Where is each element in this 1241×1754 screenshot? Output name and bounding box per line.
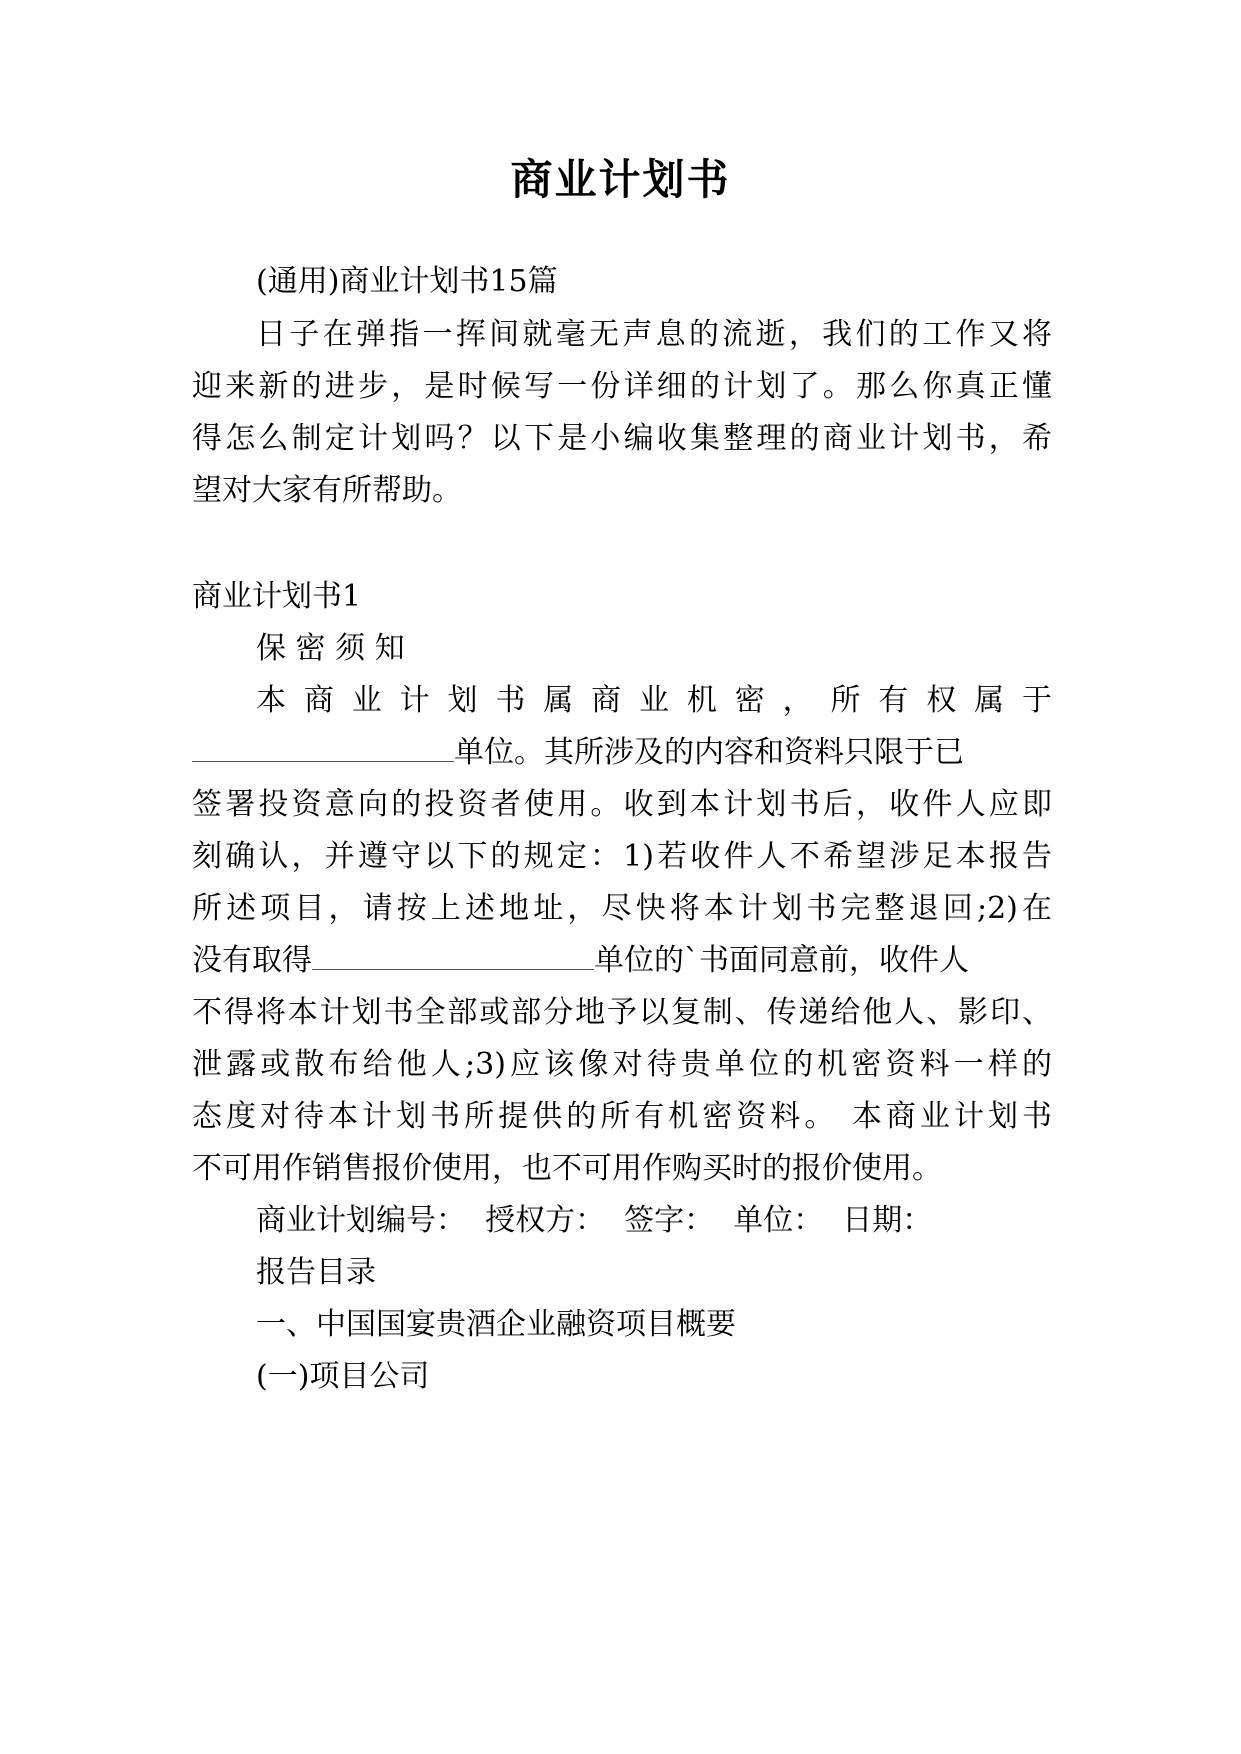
toc-item: 一、中国国宴贵酒企业融资项目概要 [256, 1307, 736, 1342]
body-line: 不可用作销售报价使用，也不可用作购买时的报价使用。 [192, 1151, 942, 1186]
fill-in-blank [192, 733, 454, 762]
body-line-text: 单位的`书面同意前，收件人 [594, 943, 969, 978]
body-line-with-blank [192, 932, 1052, 990]
body-line-text: 没有取得 [192, 943, 312, 978]
intro-line: 日子在弹指一挥间就毫无声息的流逝，我们的工作又将 [256, 317, 1052, 352]
toc-heading: 报告目录 [256, 1255, 376, 1290]
body-line: 所述项目，请按上述地址，尽快将本计划书完整退回;2)在 [192, 891, 1052, 926]
section-heading: 商业计划书1 [192, 579, 362, 614]
body-line: 刻确认，并遵守以下的规定：1)若收件人不希望涉足本报告 [192, 839, 1052, 874]
intro-line: 迎来新的进步，是时候写一份详细的计划了。那么你真正懂 [192, 369, 1052, 404]
confidential-heading: 保 密 须 知 [256, 631, 405, 666]
body-line: 签署投资意向的投资者使用。收到本计划书后，收件人应即 [192, 787, 1052, 822]
body-line: 本 商 业 计 划 书 属 商 业 机 密 ， 所 有 权 属 于 [256, 683, 1052, 718]
document-subtitle: (通用)商业计划书15篇 [256, 264, 558, 299]
body-line-text: 单位。其所涉及的内容和资料只限于已 [454, 735, 964, 770]
intro-line: 望对大家有所帮助。 [192, 473, 462, 508]
fill-in-blank [312, 941, 594, 970]
signature-fields: 商业计划编号： 授权方： 签字： 单位： 日期： [256, 1203, 933, 1238]
toc-subitem: (一)项目公司 [256, 1359, 430, 1394]
body-line-with-blank [192, 724, 1052, 782]
body-line: 不得将本计划书全部或部分地予以复制、传递给他人、影印、 [192, 995, 1052, 1030]
body-line: 态度对待本计划书所提供的所有机密资料。 本商业计划书 [192, 1099, 1052, 1134]
document-title: 商业计划书 [510, 155, 731, 204]
intro-line: 得怎么制定计划吗？以下是小编收集整理的商业计划书，希 [192, 421, 1052, 456]
body-line: 泄露或散布给他人;3)应该像对待贵单位的机密资料一样的 [192, 1047, 1052, 1082]
